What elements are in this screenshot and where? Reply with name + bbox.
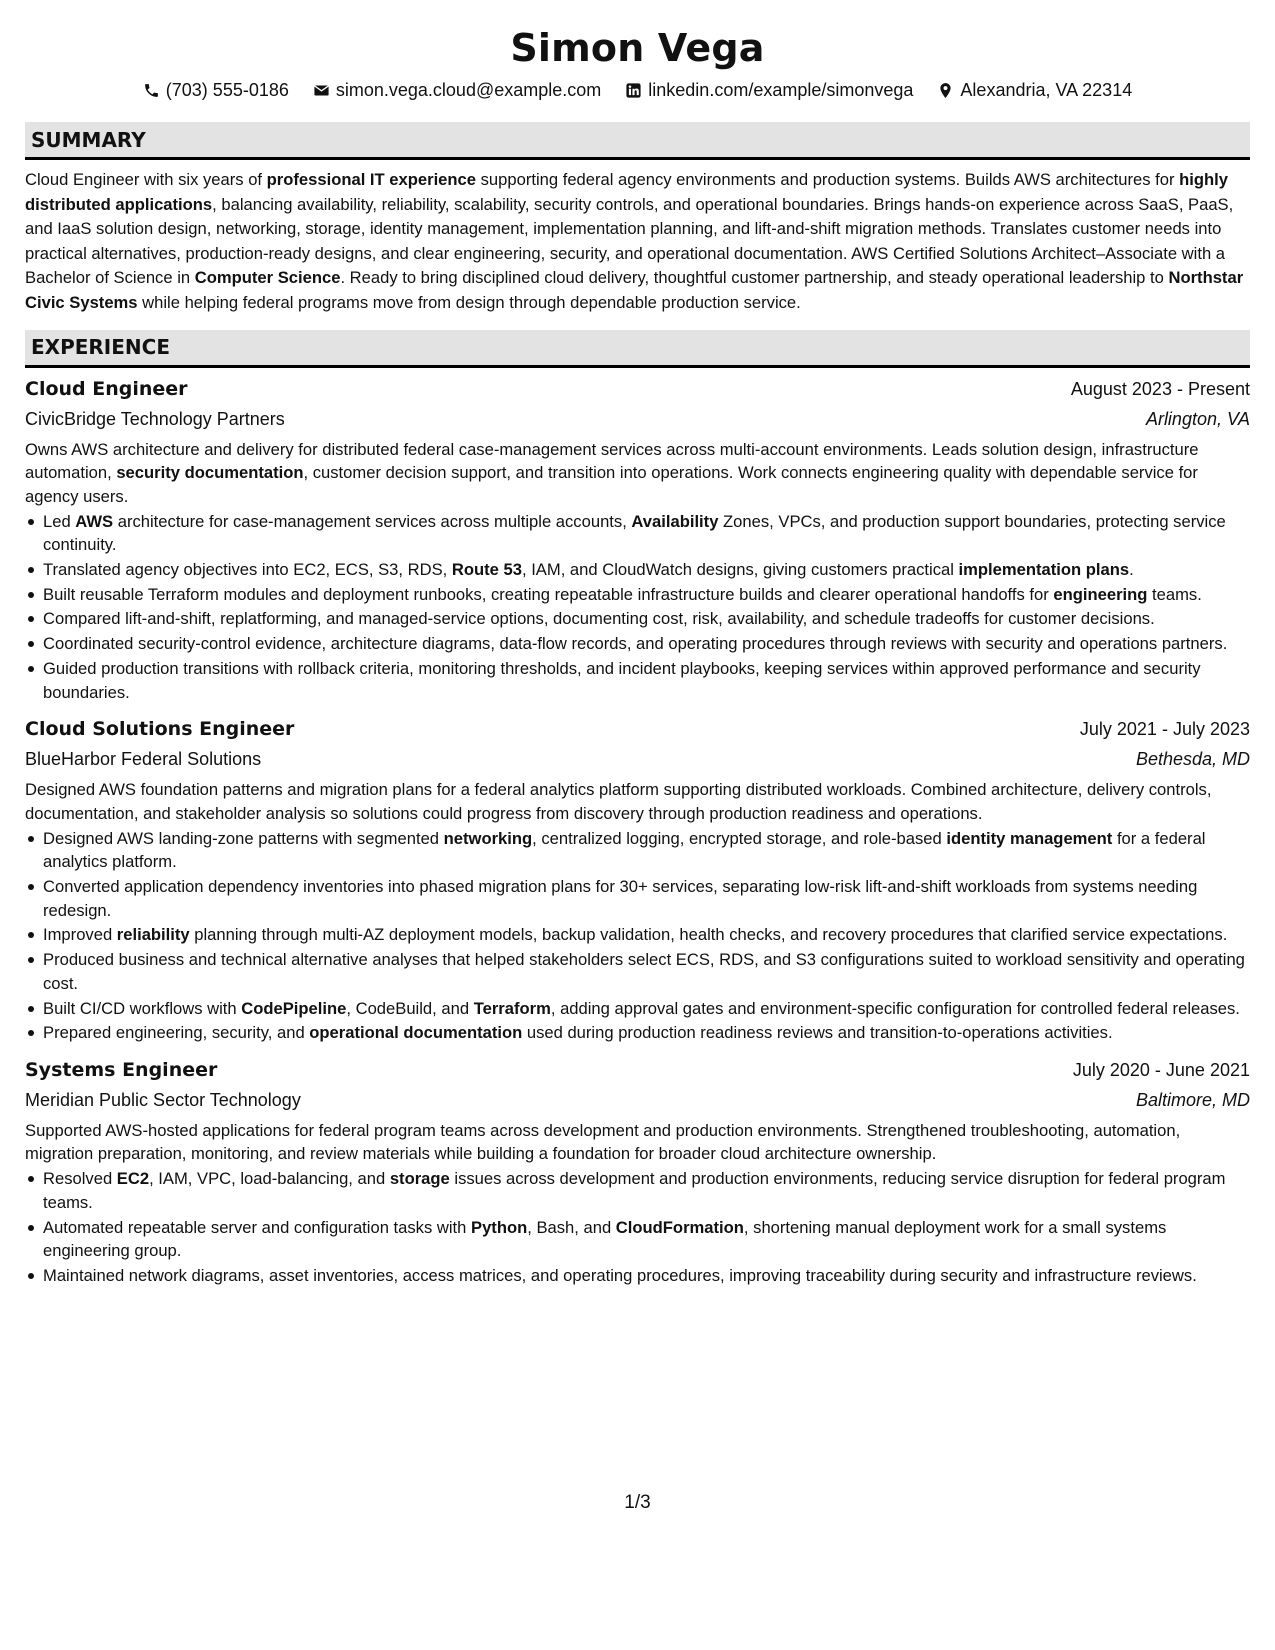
bullet-item: Automated repeatable server and configuration tasks with Python, Bash, and CloudFormation, shortening manual deployment work for a small systems engineering group. — [25, 1216, 1250, 1263]
job-bullets — [25, 827, 1250, 1045]
job-bullets — [25, 510, 1250, 705]
contact-email[interactable] — [313, 78, 601, 102]
job-description: Owns AWS architecture and delivery for distributed federal case-management services across multi-account environments. Leads solution design, infrastructure automation, security documentation, customer decision support, and transition into operations. Work connects engineering quality with dependable service for agency users. — [25, 439, 1199, 506]
contact-location — [937, 78, 1132, 102]
summary-text: Cloud Engineer with six years of professional IT experience supporting federal agency environments and production systems. Builds AWS architectures for highly distributed applications, balancing availability, reliability, scalability, security controls, and operational boundaries. Brings hands-on experience across SaaS, PaaS, and IaaS solution design, networking, storage, identity management, implementation planning, and lift-and-shift migration methods. Translates customer needs into practical alternatives, production-ready designs, and clear engineering, security, and operational documentation. AWS Certified Solutions Architect–Associate with a Bachelor of Science in Computer Science. Ready to bring disciplined cloud delivery, thoughtful customer partnership, and steady operational leadership to Northstar Civic Systems while helping federal programs move from design through dependable production service. — [25, 170, 1244, 312]
job-company: BlueHarbor Federal Solutions — [25, 749, 262, 770]
envelope-icon — [313, 82, 330, 99]
bullet-item: Led AWS architecture for case-management services across multiple accounts, Availability Zones, VPCs, and production support boundaries, protecting service continuity. — [25, 510, 1250, 557]
bullet-item: Designed AWS landing-zone patterns with segmented networking, centralized logging, encrypted storage, and role-based identity management for a federal analytics platform. — [25, 827, 1250, 874]
job-entry — [25, 374, 1250, 705]
bold-term: implementation plans — [958, 559, 1130, 579]
bold-term: storage — [389, 1169, 450, 1189]
job-entry — [25, 714, 1250, 1045]
job-description: Designed AWS foundation patterns and migration plans for a federal analytics platform supporting distributed workloads. Combined architecture, delivery controls, documentation, and stakeholder analysis so solutions could progress from discovery through production readiness and operations. — [25, 780, 1212, 823]
bullet-item: Built reusable Terraform modules and deployment runbooks, creating repeatable infrastructure builds and clearer operational handoffs for engineering teams. — [25, 583, 1250, 607]
bold-term: engineering — [1053, 584, 1148, 604]
location-text: Alexandria, VA 22314 — [960, 80, 1133, 100]
bold-term: networking — [443, 828, 533, 848]
job-company: CivicBridge Technology Partners — [25, 408, 285, 429]
bold-term: highly distributed applications — [25, 170, 1228, 214]
bullet-item: Compared lift-and-shift, replatforming, and managed-service options, documenting cost, risk, availability, and schedule tradeoffs for customer decisions. — [25, 607, 1250, 631]
bold-term: AWS — [75, 511, 114, 531]
email-text: simon.vega.cloud@example.com — [335, 80, 602, 100]
job-location: Bethesda, MD — [1135, 749, 1250, 770]
bullet-item: Translated agency objectives into EC2, ECS, S3, RDS, Route 53, IAM, and CloudWatch designs, giving customers practical implementation plans. — [25, 558, 1250, 582]
bold-term: operational documentation — [309, 1023, 523, 1043]
bullet-item: Produced business and technical alternative analyses that helped stakeholders select ECS, RDS, and S3 configurations suited to workload sensitivity and operating cost. — [25, 948, 1250, 995]
bold-term: Northstar Civic Systems — [25, 268, 1244, 312]
bullet-item: Maintained network diagrams, asset inventories, access matrices, and operating procedures, improving traceability during security and infrastructure reviews. — [25, 1264, 1250, 1288]
resume-page — [25, 24, 1250, 1288]
bold-term: Route 53 — [451, 559, 522, 579]
job-dates: August 2023 - Present — [1070, 378, 1250, 399]
bold-term: identity management — [946, 828, 1113, 848]
bold-term: CodePipeline — [241, 998, 347, 1018]
experience-heading: EXPERIENCE — [25, 330, 1250, 368]
bullet-item: Converted application dependency inventories into phased migration plans for 30+ services, separating low-risk lift-and-shift workloads from systems needing redesign. — [25, 875, 1250, 922]
bullet-item: Resolved EC2, IAM, VPC, load-balancing, and storage issues across development and production environments, reducing service disruption for federal program teams. — [25, 1167, 1250, 1214]
job-description: Supported AWS-hosted applications for federal program teams across development and production environments. Strengthened troubleshooting, automation, migration preparation, monitoring, and review materials while building a foundation for broader cloud architecture ownership. — [25, 1120, 1181, 1164]
contact-phone — [143, 78, 289, 102]
bullet-item: Coordinated security-control evidence, architecture diagrams, data-flow records, and operating procedures through reviews with security and operations partners. — [25, 632, 1250, 656]
bullet-item: Improved reliability planning through multi-AZ deployment models, backup validation, health checks, and recovery procedures that clarified service expectations. — [25, 923, 1250, 947]
bold-term: Terraform — [473, 998, 551, 1018]
job-title: Cloud Solutions Engineer — [25, 718, 295, 741]
bold-term: Computer Science — [194, 268, 341, 288]
page-number: 1/3 — [624, 1492, 651, 1513]
job-location: Arlington, VA — [1145, 408, 1250, 429]
linkedin-icon — [625, 82, 642, 99]
job-company: Meridian Public Sector Technology — [25, 1089, 301, 1110]
bold-term: professional IT experience — [266, 170, 476, 189]
bold-term: Availability — [631, 511, 719, 531]
candidate-name: Simon Vega — [510, 26, 765, 70]
job-dates: July 2020 - June 2021 — [1072, 1059, 1250, 1080]
summary-heading: SUMMARY — [25, 122, 1250, 160]
job-entry — [25, 1055, 1250, 1288]
bullet-item: Prepared engineering, security, and operational documentation used during production readiness reviews and transition-to-operations activities. — [25, 1021, 1250, 1045]
bullet-item: Built CI/CD workflows with CodePipeline, CodeBuild, and Terraform, adding approval gates and environment-specific configuration for controlled federal releases. — [25, 997, 1250, 1021]
phone-text: (703) 555-0186 — [165, 80, 289, 100]
linkedin-text: linkedin.com/example/simonvega — [648, 80, 914, 100]
bold-term: EC2 — [116, 1169, 150, 1189]
bold-term: CloudFormation — [615, 1217, 744, 1237]
job-location: Baltimore, MD — [1135, 1089, 1250, 1110]
job-title: Cloud Engineer — [25, 377, 188, 400]
bold-term: security documentation — [116, 463, 304, 483]
bold-term: reliability — [116, 925, 190, 945]
job-bullets — [25, 1167, 1250, 1287]
bold-term: Python — [471, 1217, 528, 1237]
job-title: Systems Engineer — [25, 1058, 218, 1081]
phone-icon — [143, 82, 160, 99]
map-marker-icon — [937, 82, 954, 99]
contact-linkedin[interactable] — [625, 78, 913, 102]
bullet-item: Guided production transitions with rollback criteria, monitoring thresholds, and incident playbooks, keeping services within approved performance and security boundaries. — [25, 657, 1250, 704]
contact-bar — [25, 78, 1250, 102]
job-dates: July 2021 - July 2023 — [1079, 719, 1250, 740]
